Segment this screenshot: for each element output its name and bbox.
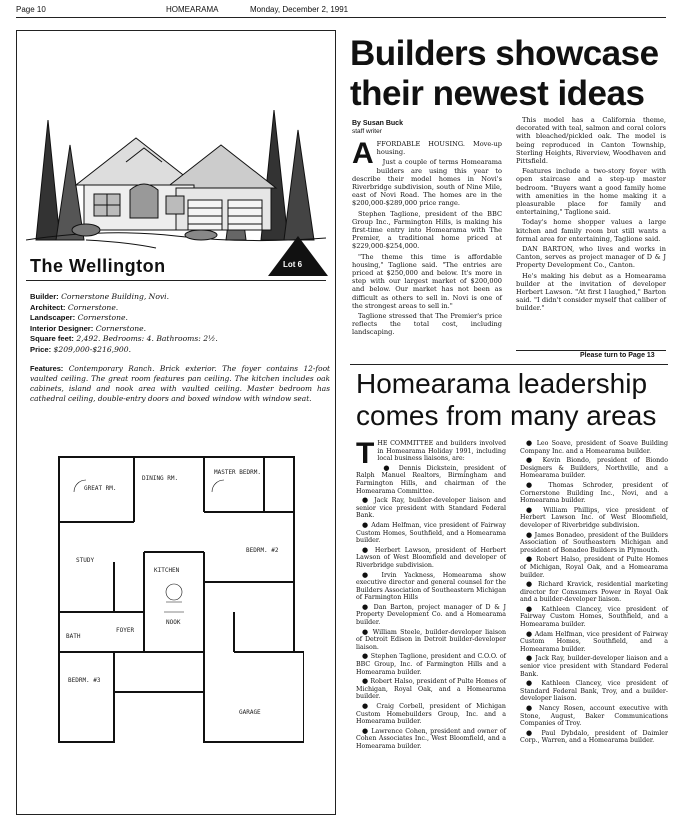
article1-column-1: AFFORDABLE HOUSING. Move-up housing. Just a couple of terms Homearama builders are using this year to describe their model homes in Novi's Riverbridge subdivision, south of Nine Mile, east of Novi Road. The homes are in the $200,000-$289,000 price range. Stephen Taglione, president of the BBC Group Inc., Farmington Hills, is making his first-time entry into Homearama with The Premier, a traditional home priced at $229,000-$254,000. "The theme this time is affordable housing," Taglione said. "The entries are priced at $250,000 and below. It's more in step with our largest market of $200,000 and below. Our market has not been as difficult as others to sell in. Novi is one of the strongest areas to sell in." Taglione stressed that The Premier's price reflects the total cost, including landscaping.	[352, 137, 502, 337]
plan-label-foyer: FOYER	[116, 627, 135, 634]
plan-label-great-room: GREAT RM.	[84, 485, 117, 492]
spec-price: Price: $209,000-$216,900.	[30, 344, 131, 354]
floor-plan	[54, 452, 304, 744]
plan-label-bath: BATH	[66, 633, 81, 640]
lot-label: Lot 6	[283, 260, 303, 269]
issue-date: Monday, December 2, 1991	[250, 5, 349, 14]
plan-label-master-bedroom: MASTER BEDRM.	[214, 469, 261, 476]
home-features: Features: Contemporary Ranch. Brick exterior. The foyer contains 12-foot vaulted ceiling. The great room features pan ceiling. The kitchen includes oak cabinets, island and nook area with vaulted ceiling. Master bedroom has cathedral ceiling, double-entry doors and boxed window with window seat.	[30, 364, 330, 403]
divider	[516, 350, 666, 351]
plan-label-study: STUDY	[76, 557, 95, 564]
article1-headline: Builders showcase their newest ideas	[350, 34, 659, 113]
divider	[350, 364, 668, 365]
spec-landscaper: Landscaper: Cornerstone.	[30, 313, 128, 322]
article1-column-2: This model has a California theme, decorated with teal, salmon and coral colors with bleached/pickled oak. The model is being reproduced in Canton Township, Sterling Heights, Riverview, Woodhaven and Pittsfield. Features include a two-story foyer with open staircase and a step-up master bedroom. "Buyers want a good family home with amenities in the home making it a pleasurable place for family and entertaining," Taglione said. Today's home shopper values a large kitchen and family room but still wants a formal area for entertaining, Taglione said. DAN BARTON, who lives and works in Canton, serves as project manager of D & J Property Development Co., Canton. He's making his debut as a Homearama builder at the invitation of developer Herbert Lawson. "At first I laughed," Barton said. "I didn't consider myself that caliber of builder."	[516, 116, 666, 313]
section-name: HOMEARAMA	[166, 5, 219, 14]
plan-label-nook: NOOK	[166, 619, 181, 626]
home-specs	[30, 292, 330, 355]
article2-column-2: ● Leo Soave, president of Soave Building Company Inc. and a Homearama builder. ● Kevin Biondo, president of Biondo Designers & Builders, Northville, and a Homearama builder. ● Thomas Schroder, president of Cornerstone Building Inc., Novi, and a Homearama builder. ● William Phillips, vice president of Herbert Lawson Inc. of West Bloomfield, developer of Riverbridge subdivision. ● James Bonadeo, president of the Builders Association of Southeastern Michigan and president of Bonadeo Builders in Plymouth. ● Robert Halso, president of Pulte Homes of Michigan, Royal Oak, and a Homearama builder. ● Richard Kravick, residential marketing director for Consumers Power in Royal Oak and a builder-developer liaison. ● Kathleen Clancey, vice president of Fairway Custom Homes, Southfield, and a Homearama builder. ● Adam Helfman, vice president of Fairway Custom Homes, Southfield, and a Homearama builder. ● Jack Ray, builder-developer liaison and a senior vice president with Standard Federal Bank. ● Kathleen Clancey, vice president of Standard Federal Bank, Troy, and a builder-developer liaison. ● Nancy Rosen, account executive with Stone, August, Baker Communications Companies of Troy. ● Paul Dybdalo, president of Daimler Corp., Warren, and a Homearama builder.	[520, 439, 669, 745]
drop-cap: A	[352, 137, 374, 170]
byline: By Susan Buck staff writer	[352, 120, 403, 135]
page-header	[16, 3, 666, 18]
plan-label-kitchen: KITCHEN	[154, 567, 180, 574]
continuation-note: Please turn to Page 13	[580, 352, 655, 359]
spec-square-feet: Square feet: 2,492. Bedrooms: 4. Bathrooms: 2½.	[30, 334, 218, 343]
spec-builder: Builder: Cornerstone Building, Novi.	[30, 292, 170, 301]
drop-cap: T	[356, 437, 375, 470]
page-number: Page 10	[16, 5, 46, 14]
house-illustration	[26, 90, 326, 250]
plan-label-bedroom-3: BEDRM. #3	[68, 677, 101, 684]
article2-headline: Homearama leadership comes from many areas	[356, 368, 657, 431]
divider	[26, 280, 326, 281]
plan-label-bedroom-2: BEDRM. #2	[246, 547, 279, 554]
spec-architect: Architect: Cornerstone.	[30, 302, 119, 312]
plan-label-dining-room: DINING RM.	[142, 475, 179, 482]
article2-column-1: THE COMMITTEE and builders involved in Homearama Holiday 1991, including local business liaisons, are: ● Dennis Dickstein, president of Ralph Manuel Realtors, Birmingham and Farmington Hills, and chairman of the Homearama Committee. ● Jack Ray, builder-developer liaison and senior vice president with Standard Federal Bank. ● Adam Helfman, vice president of Fairway Custom Homes, Southfield, and a Homearama builder. ● Herbert Lawson, president of Herbert Lawson of West Bloomfield and developer of Riverbridge subdivision. ● Irvin Yackness, Homearama show executive director and general counsel for the Builders Association of Southeastern Michigan of Farmington Hills ● Dan Barton, project manager of D & J Property Development Co. and a Homearama builder. ● William Steele, builder-developer liaison of Detroit Edison in Detroit builder-developer liaison. ● Stephen Taglione, president and C.O.O. of BBC Group, Inc. of Farmington Hills and a Homearama builder. ● Robert Halso, president of Pulte Homes of Michigan, Royal Oak, and a Homearama builder. ● Craig Corbell, president of Michigan Custom Homebuilders Group, Inc. and a Homearama builder. ● Lawrence Cohen, president and owner of Cohen Associates Inc., West Bloomfield, and a Homearama builder.	[356, 437, 507, 750]
plan-label-garage: GARAGE	[239, 709, 261, 716]
lot-badge	[268, 236, 328, 276]
home-title: The Wellington	[30, 256, 166, 276]
spec-interior-designer: Interior Designer: Cornerstone.	[30, 323, 147, 333]
